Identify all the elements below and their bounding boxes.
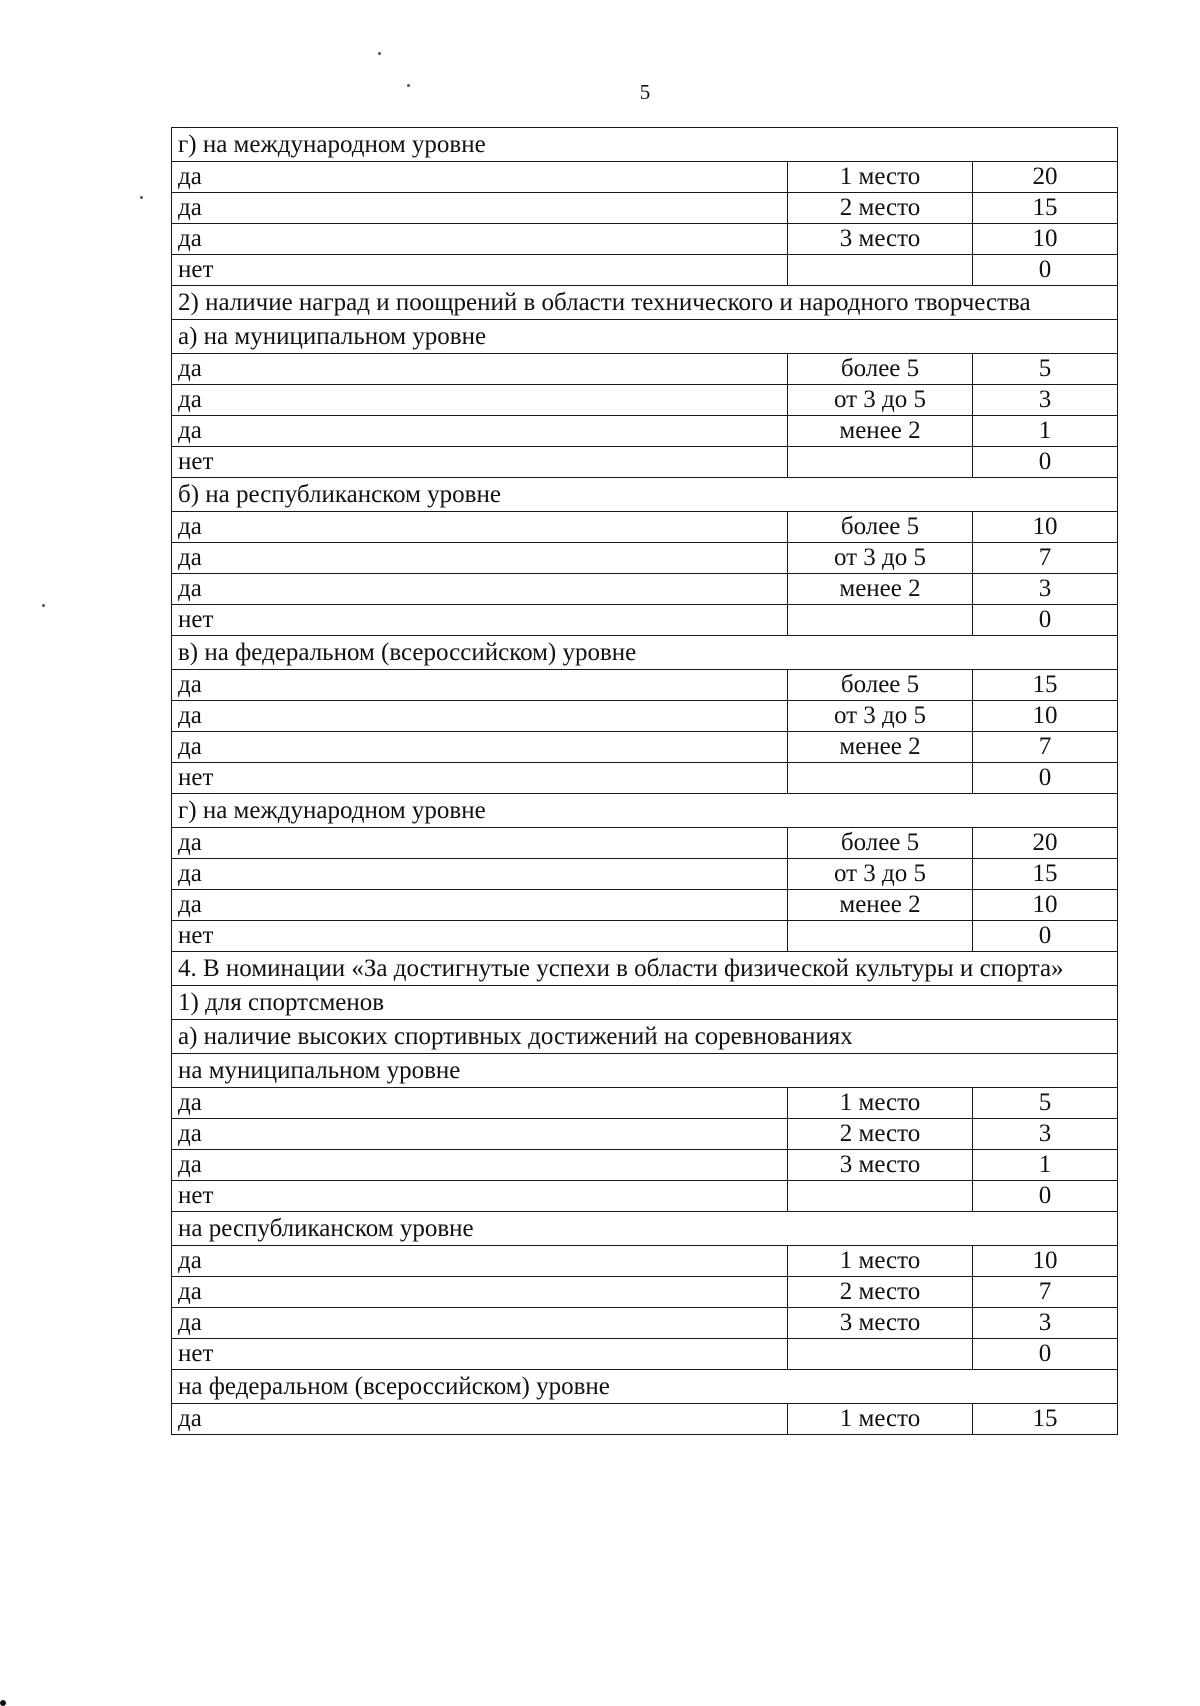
condition-cell: менее 2: [788, 416, 973, 447]
section-row: [172, 1370, 1118, 1404]
answer-cell: да: [172, 1308, 788, 1339]
condition-cell: более 5: [788, 354, 973, 385]
condition-cell: 3 место: [788, 1150, 973, 1181]
condition-cell: от 3 до 5: [788, 543, 973, 574]
section-heading: а) наличие высоких спортивных достижений на соревнованиях: [172, 1020, 1118, 1054]
table-row: [172, 354, 1118, 385]
points-cell: 7: [973, 732, 1118, 763]
condition-cell: менее 2: [788, 890, 973, 921]
answer-cell: да: [172, 193, 788, 224]
table-row: [172, 890, 1118, 921]
condition-cell: 2 место: [788, 193, 973, 224]
condition-cell: [788, 921, 973, 952]
condition-cell: более 5: [788, 512, 973, 543]
condition-cell: [788, 447, 973, 478]
answer-cell: да: [172, 1277, 788, 1308]
scan-speck: [378, 52, 381, 55]
condition-cell: 3 место: [788, 1308, 973, 1339]
section-row: [172, 1054, 1118, 1088]
answer-cell: нет: [172, 255, 788, 286]
condition-cell: 1 место: [788, 1404, 973, 1435]
table-row: [172, 1339, 1118, 1370]
condition-cell: менее 2: [788, 574, 973, 605]
points-cell: 20: [973, 162, 1118, 193]
section-row: [172, 986, 1118, 1020]
answer-cell: нет: [172, 447, 788, 478]
table-row: [172, 512, 1118, 543]
answer-cell: нет: [172, 763, 788, 794]
answer-cell: да: [172, 543, 788, 574]
answer-cell: нет: [172, 1339, 788, 1370]
table-row: [172, 1246, 1118, 1277]
points-cell: 0: [973, 1181, 1118, 1212]
table-row: [172, 605, 1118, 636]
condition-cell: от 3 до 5: [788, 385, 973, 416]
section-heading: 4. В номинации «За достигнутые успехи в области физической культуры и спорта»: [172, 952, 1118, 986]
section-row: [172, 794, 1118, 828]
section-row: [172, 1020, 1118, 1054]
criteria-table-body: [172, 128, 1118, 1435]
points-cell: 20: [973, 828, 1118, 859]
criteria-table-container: [171, 127, 1117, 1435]
answer-cell: да: [172, 574, 788, 605]
points-cell: 0: [973, 255, 1118, 286]
points-cell: 10: [973, 1246, 1118, 1277]
condition-cell: 3 место: [788, 224, 973, 255]
points-cell: 3: [973, 1119, 1118, 1150]
scan-speck: [42, 604, 45, 607]
section-heading: г) на международном уровне: [172, 128, 1118, 162]
section-row: [172, 636, 1118, 670]
section-heading: на муниципальном уровне: [172, 1054, 1118, 1088]
points-cell: 10: [973, 701, 1118, 732]
table-row: [172, 574, 1118, 605]
section-heading: б) на республиканском уровне: [172, 478, 1118, 512]
points-cell: 15: [973, 670, 1118, 701]
points-cell: 15: [973, 1404, 1118, 1435]
points-cell: 10: [973, 224, 1118, 255]
table-row: [172, 1404, 1118, 1435]
answer-cell: да: [172, 1404, 788, 1435]
condition-cell: более 5: [788, 828, 973, 859]
points-cell: 0: [973, 763, 1118, 794]
section-row: [172, 320, 1118, 354]
scan-speck: [407, 84, 410, 87]
answer-cell: нет: [172, 921, 788, 952]
table-row: [172, 224, 1118, 255]
answer-cell: да: [172, 732, 788, 763]
section-row: [172, 128, 1118, 162]
condition-cell: от 3 до 5: [788, 701, 973, 732]
answer-cell: да: [172, 1088, 788, 1119]
points-cell: 5: [973, 1088, 1118, 1119]
answer-cell: да: [172, 224, 788, 255]
table-row: [172, 543, 1118, 574]
table-row: [172, 193, 1118, 224]
condition-cell: [788, 1339, 973, 1370]
table-row: [172, 732, 1118, 763]
condition-cell: [788, 1181, 973, 1212]
points-cell: 3: [973, 574, 1118, 605]
answer-cell: нет: [172, 1181, 788, 1212]
points-cell: 3: [973, 1308, 1118, 1339]
points-cell: 10: [973, 512, 1118, 543]
points-cell: 15: [973, 193, 1118, 224]
answer-cell: да: [172, 1150, 788, 1181]
condition-cell: от 3 до 5: [788, 859, 973, 890]
answer-cell: да: [172, 828, 788, 859]
table-row: [172, 1150, 1118, 1181]
points-cell: 0: [973, 921, 1118, 952]
answer-cell: нет: [172, 605, 788, 636]
answer-cell: да: [172, 354, 788, 385]
table-row: [172, 763, 1118, 794]
points-cell: 7: [973, 543, 1118, 574]
condition-cell: более 5: [788, 670, 973, 701]
answer-cell: да: [172, 859, 788, 890]
points-cell: 10: [973, 890, 1118, 921]
table-row: [172, 255, 1118, 286]
points-cell: 0: [973, 447, 1118, 478]
condition-cell: 2 место: [788, 1119, 973, 1150]
section-heading: 2) наличие наград и поощрений в области технического и народного творчества: [172, 286, 1118, 320]
section-heading: на республиканском уровне: [172, 1212, 1118, 1246]
section-heading: г) на международном уровне: [172, 794, 1118, 828]
condition-cell: [788, 763, 973, 794]
points-cell: 0: [973, 1339, 1118, 1370]
section-row: [172, 286, 1118, 320]
table-row: [172, 1277, 1118, 1308]
section-row: [172, 1212, 1118, 1246]
table-row: [172, 670, 1118, 701]
table-row: [172, 1308, 1118, 1339]
table-row: [172, 385, 1118, 416]
section-heading: на федеральном (всероссийском) уровне: [172, 1370, 1118, 1404]
answer-cell: да: [172, 1246, 788, 1277]
points-cell: 5: [973, 354, 1118, 385]
answer-cell: да: [172, 385, 788, 416]
condition-cell: [788, 255, 973, 286]
section-heading: а) на муниципальном уровне: [172, 320, 1118, 354]
section-row: [172, 952, 1118, 986]
table-row: [172, 921, 1118, 952]
condition-cell: 2 место: [788, 1277, 973, 1308]
points-cell: 15: [973, 859, 1118, 890]
table-row: [172, 1181, 1118, 1212]
answer-cell: да: [172, 512, 788, 543]
table-row: [172, 828, 1118, 859]
table-row: [172, 416, 1118, 447]
section-row: [172, 478, 1118, 512]
section-heading: в) на федеральном (всероссийском) уровне: [172, 636, 1118, 670]
table-row: [172, 162, 1118, 193]
table-row: [172, 1119, 1118, 1150]
criteria-table: [171, 127, 1118, 1435]
points-cell: 7: [973, 1277, 1118, 1308]
condition-cell: 1 место: [788, 162, 973, 193]
answer-cell: да: [172, 890, 788, 921]
points-cell: 0: [973, 605, 1118, 636]
answer-cell: да: [172, 1119, 788, 1150]
scan-speck: [0, 1700, 6, 1706]
table-row: [172, 859, 1118, 890]
points-cell: 1: [973, 1150, 1118, 1181]
points-cell: 1: [973, 416, 1118, 447]
answer-cell: да: [172, 162, 788, 193]
table-row: [172, 701, 1118, 732]
scan-speck: [140, 196, 143, 199]
page-number: 5: [639, 80, 651, 104]
condition-cell: менее 2: [788, 732, 973, 763]
table-row: [172, 1088, 1118, 1119]
condition-cell: [788, 605, 973, 636]
answer-cell: да: [172, 670, 788, 701]
answer-cell: да: [172, 701, 788, 732]
points-cell: 3: [973, 385, 1118, 416]
section-heading: 1) для спортсменов: [172, 986, 1118, 1020]
table-row: [172, 447, 1118, 478]
condition-cell: 1 место: [788, 1088, 973, 1119]
answer-cell: да: [172, 416, 788, 447]
condition-cell: 1 место: [788, 1246, 973, 1277]
